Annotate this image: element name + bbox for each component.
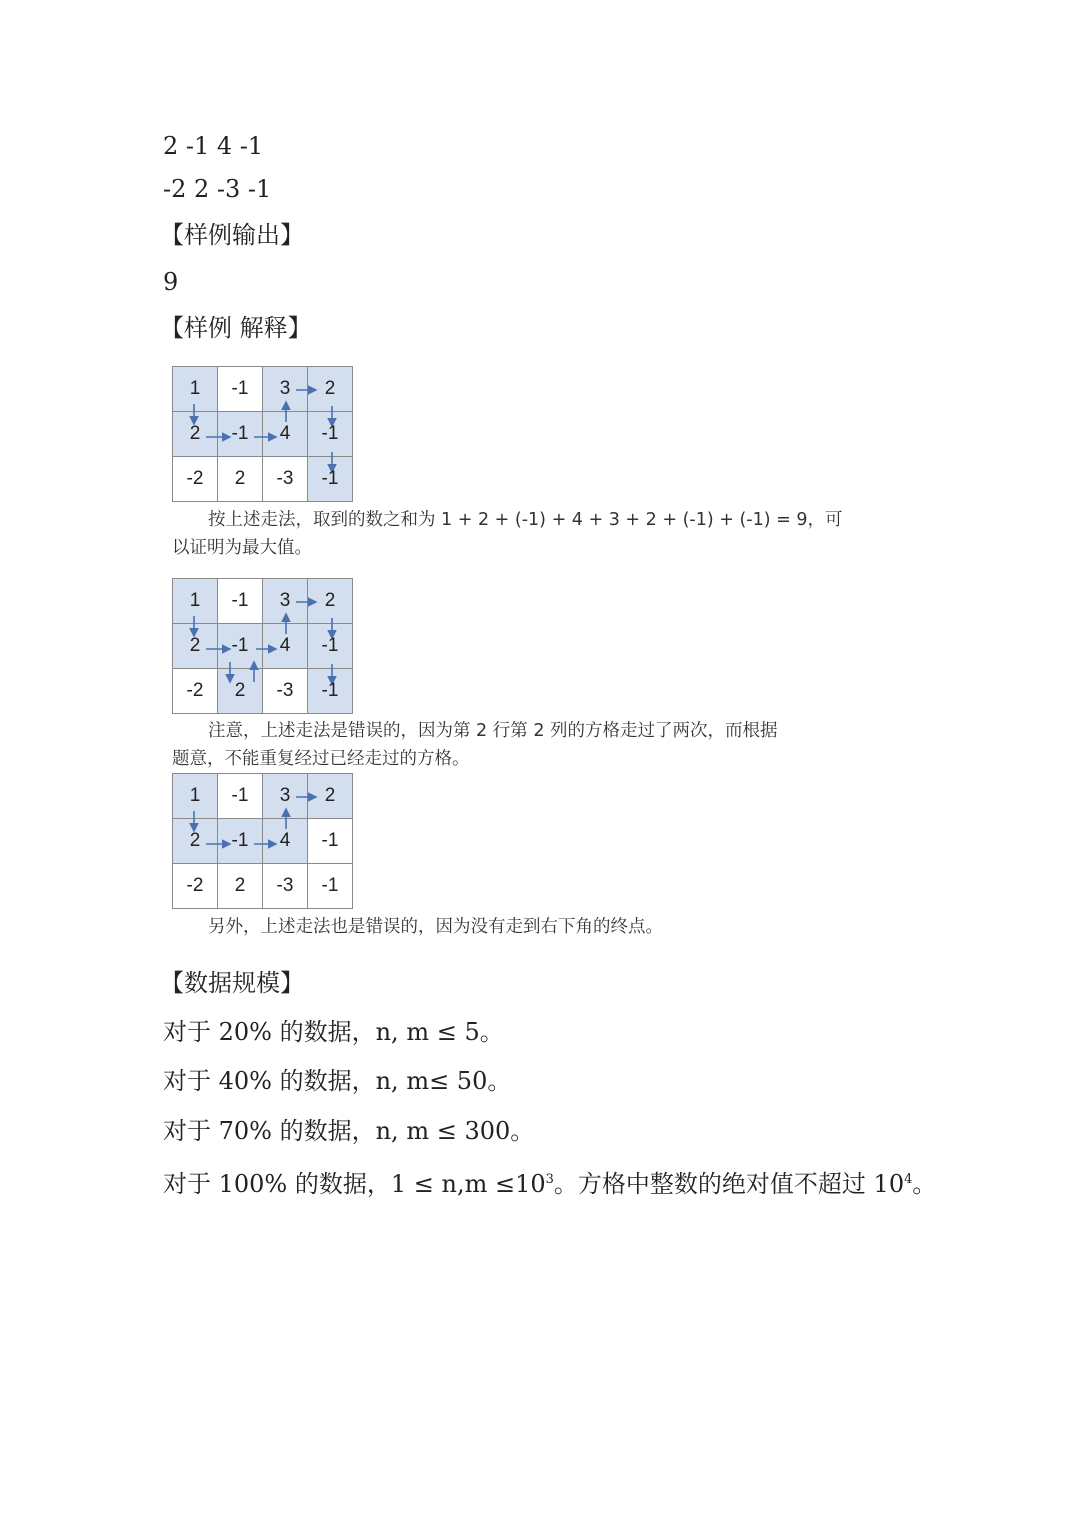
- grid-cell: 2: [308, 774, 353, 819]
- scale-heading: 【数据规模】: [160, 969, 304, 997]
- caption-1: 按上述走法，取到的数之和为 1 + 2 + (-1) + 4 + 3 + 2 + (-1) + (-1) = 9，可 以证明为最大值。: [172, 510, 843, 558]
- scale-line-4: 对于 100% 的数据，$1 \le n,m \le 10^3$。方格中整数的绝对值不超过 $10^4$。: [163, 1170, 937, 1198]
- grid-cell: 2: [308, 579, 353, 624]
- grid-cell: -1: [308, 624, 353, 669]
- grid-cell: -1: [218, 412, 263, 457]
- grid-cell: -1: [218, 774, 263, 819]
- grid-cell: 2: [173, 624, 218, 669]
- grid-cell: -1: [308, 412, 353, 457]
- caption-3: 另外，上述走法也是错误的，因为没有走到右下角的终点。: [208, 917, 663, 937]
- grid-cell: 4: [263, 819, 308, 864]
- grid-cell: -3: [263, 457, 308, 502]
- grid-cell: -1: [218, 579, 263, 624]
- caption-2: 注意，上述走法是错误的，因为第 2 行第 2 列的方格走过了两次，而根据 题意，不能重复经过已经走过的方格。: [172, 721, 778, 769]
- grid-cell: 2: [218, 457, 263, 502]
- grid-cell: -1: [308, 669, 353, 714]
- grid-cell: 2: [218, 669, 263, 714]
- grid-cell: 1: [173, 367, 218, 412]
- grid-cell: 3: [263, 774, 308, 819]
- output-heading: 【样例输出】: [160, 221, 304, 249]
- input-line-2: -2 2 -3 -1: [163, 175, 272, 203]
- input-line-1: 2 -1 4 -1: [163, 132, 264, 160]
- grid-cell: -1: [308, 864, 353, 909]
- grid-cell: -3: [263, 864, 308, 909]
- grid-cell: -1: [218, 624, 263, 669]
- output-value: 9: [163, 268, 179, 296]
- scale-line-1: 对于 20% 的数据，n, m ≤ 5。: [163, 1018, 504, 1046]
- grid-cell: -1: [308, 457, 353, 502]
- explain-heading: 【样例 解释】: [160, 314, 312, 342]
- grid-cell: -1: [308, 819, 353, 864]
- grid-cell: -1: [218, 367, 263, 412]
- grid-cell: -3: [263, 669, 308, 714]
- scale-line-3: 对于 70% 的数据，n, m ≤ 300。: [163, 1117, 535, 1145]
- grid-cell: 4: [263, 412, 308, 457]
- grid-cell: 1: [173, 774, 218, 819]
- grid-cell: 4: [263, 624, 308, 669]
- grid-cell: 1: [173, 579, 218, 624]
- grid-cell: 2: [173, 412, 218, 457]
- grid-cell: 3: [263, 367, 308, 412]
- grid-cell: 2: [308, 367, 353, 412]
- grid-cell: 3: [263, 579, 308, 624]
- grid-3: [172, 773, 353, 909]
- grid-cell: 2: [173, 819, 218, 864]
- grid-1: [172, 366, 353, 502]
- grid-cell: -1: [218, 819, 263, 864]
- scale-line-2: 对于 40% 的数据，n, m≤ 50。: [163, 1067, 512, 1095]
- grid-cell: -2: [173, 669, 218, 714]
- grid-cell: 2: [218, 864, 263, 909]
- grid-cell: -2: [173, 864, 218, 909]
- grid-2: [172, 578, 353, 714]
- grid-cell: -2: [173, 457, 218, 502]
